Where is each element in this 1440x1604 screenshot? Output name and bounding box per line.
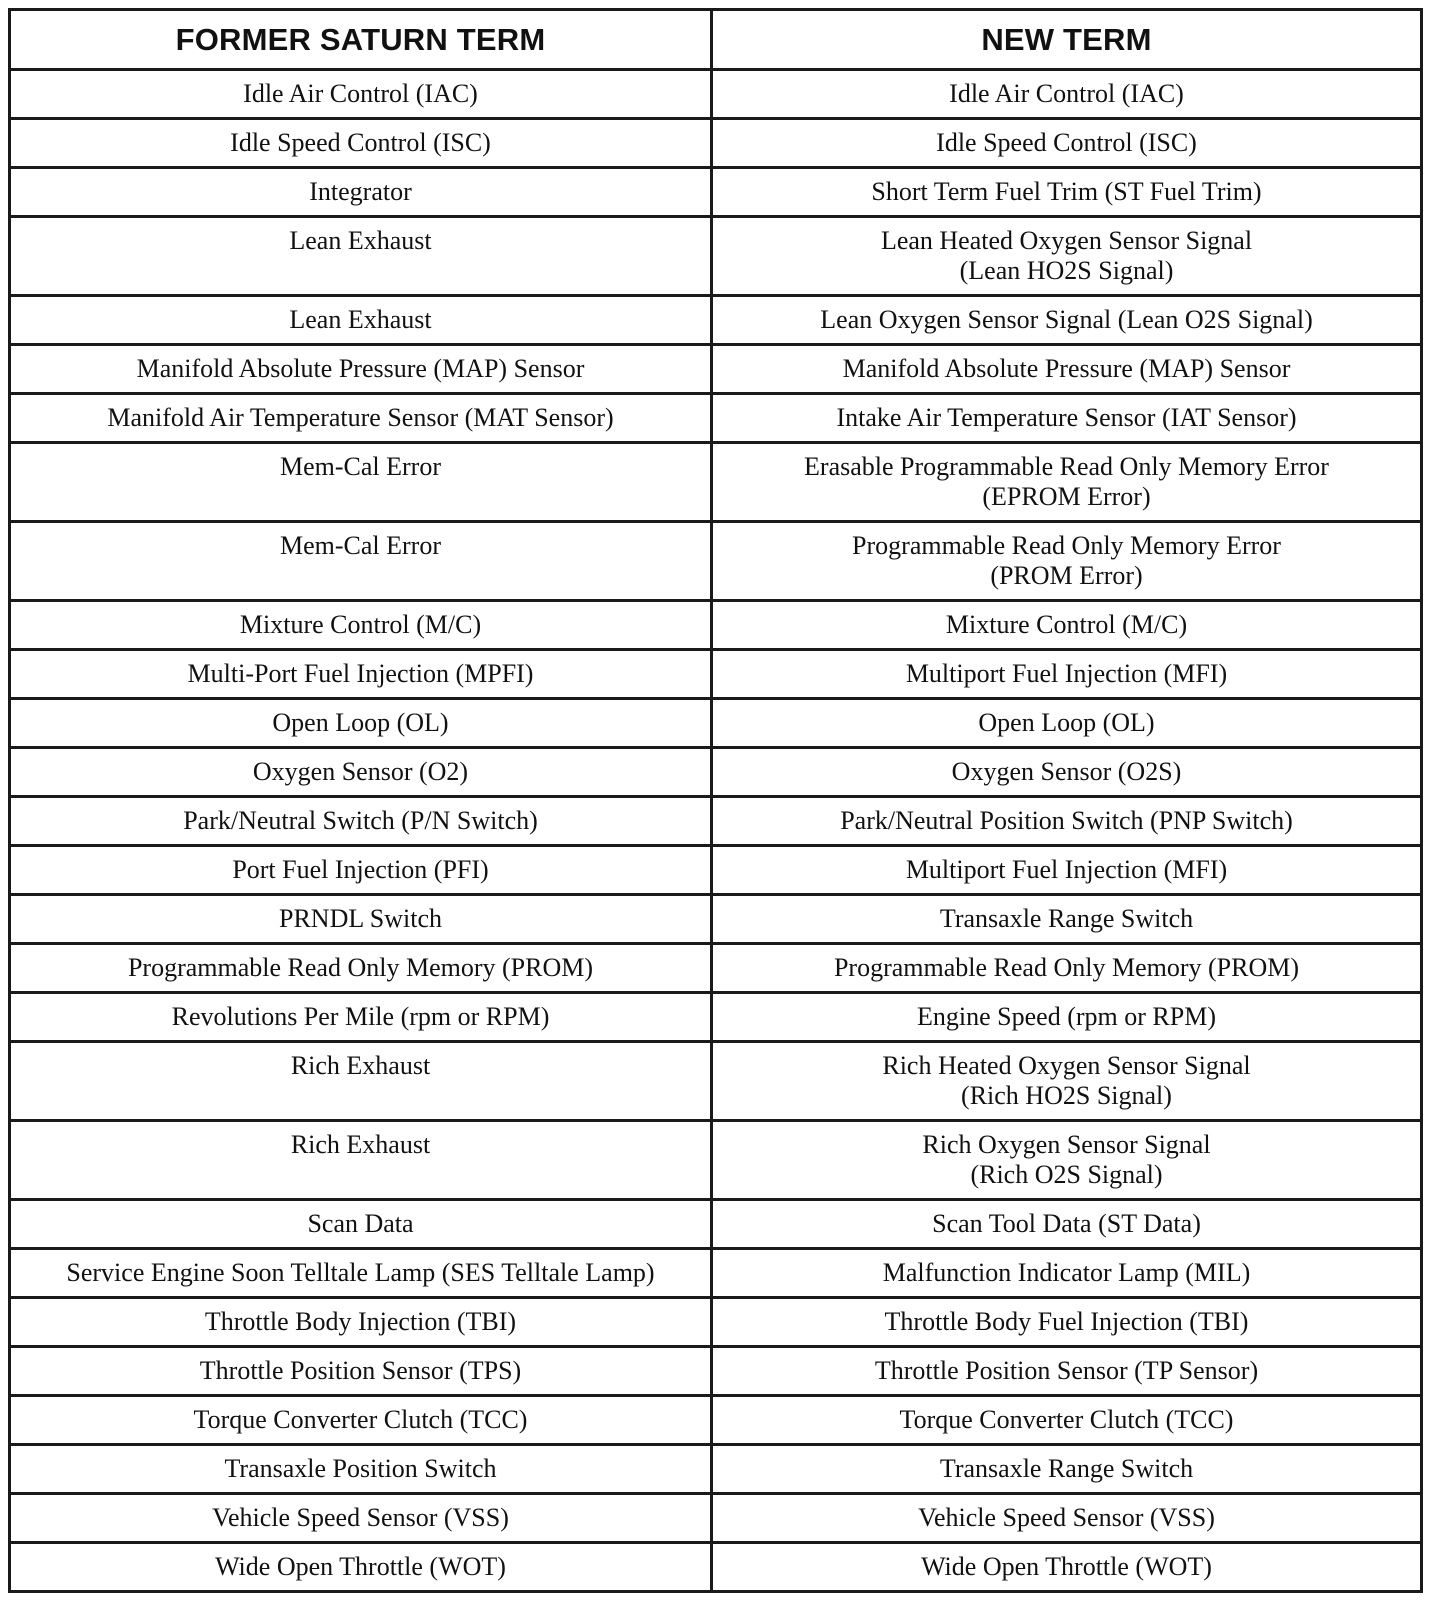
- table-row: [10, 1121, 1422, 1200]
- table-row: [10, 394, 1422, 443]
- new-term-cell: [712, 1042, 1422, 1121]
- new-term-text: Throttle Position Sensor (TP Sensor): [874, 1356, 1259, 1385]
- new-term-text: (Rich HO2S Signal): [961, 1081, 1172, 1110]
- new-term-cell: [712, 119, 1422, 168]
- new-term-text: Transaxle Range Switch: [939, 1454, 1194, 1483]
- table-row: [10, 296, 1422, 345]
- former-term-cell: [10, 650, 712, 699]
- new-term-text: Transaxle Range Switch: [939, 904, 1194, 933]
- former-term-cell: [10, 993, 712, 1042]
- former-term-text: Throttle Position Sensor (TPS): [199, 1356, 522, 1385]
- former-term-cell: [10, 1347, 712, 1396]
- new-term-text: Mixture Control (M/C): [945, 610, 1188, 639]
- table-row: [10, 522, 1422, 601]
- former-term-cell: [10, 394, 712, 443]
- table-row: [10, 119, 1422, 168]
- former-term-cell: [10, 699, 712, 748]
- new-term-cell: [712, 394, 1422, 443]
- new-term-text: Short Term Fuel Trim (ST Fuel Trim): [871, 177, 1262, 206]
- table-row: [10, 650, 1422, 699]
- new-term-cell: [712, 345, 1422, 394]
- new-term-text: Idle Air Control (IAC): [949, 79, 1184, 108]
- new-term-text: Programmable Read Only Memory (PROM): [833, 953, 1300, 982]
- table-row: [10, 1347, 1422, 1396]
- new-term-cell: [712, 1249, 1422, 1298]
- new-term-cell: [712, 522, 1422, 601]
- header-new-term: NEW TERM: [712, 10, 1422, 70]
- new-term-cell: [712, 217, 1422, 296]
- new-term-text: Manifold Absolute Pressure (MAP) Sensor: [842, 354, 1291, 383]
- new-term-text: Park/Neutral Position Switch (PNP Switch): [840, 806, 1293, 835]
- new-term-text: Lean Oxygen Sensor Signal (Lean O2S Signal): [820, 305, 1313, 334]
- new-term-text: Scan Tool Data (ST Data): [932, 1209, 1201, 1238]
- new-term-cell: [712, 443, 1422, 522]
- new-term-text: Torque Converter Clutch (TCC): [899, 1405, 1234, 1434]
- new-term-text: (PROM Error): [990, 561, 1143, 590]
- new-term-cell: [712, 993, 1422, 1042]
- former-term-cell: [10, 846, 712, 895]
- former-term-text: Multi-Port Fuel Injection (MPFI): [187, 659, 534, 688]
- new-term-text: Engine Speed (rpm or RPM): [917, 1002, 1216, 1031]
- former-term-text: Rich Exhaust: [290, 1130, 431, 1159]
- former-term-text: Mixture Control (M/C): [239, 610, 482, 639]
- new-term-cell: [712, 1396, 1422, 1445]
- former-term-text: Throttle Body Injection (TBI): [204, 1307, 517, 1336]
- new-term-cell: [712, 1121, 1422, 1200]
- new-term-text: Lean Heated Oxygen Sensor Signal: [880, 226, 1253, 255]
- table-row: [10, 1249, 1422, 1298]
- former-term-cell: [10, 522, 712, 601]
- table-row: [10, 895, 1422, 944]
- former-term-text: Oxygen Sensor (O2): [252, 757, 469, 786]
- new-term-cell: [712, 1445, 1422, 1494]
- former-term-cell: [10, 1200, 712, 1249]
- new-term-cell: [712, 797, 1422, 846]
- former-term-text: Idle Speed Control (ISC): [230, 128, 491, 157]
- former-term-text: Park/Neutral Switch (P/N Switch): [183, 806, 538, 835]
- former-term-text: Mem-Cal Error: [279, 452, 441, 481]
- new-term-text: Programmable Read Only Memory Error: [852, 531, 1281, 560]
- new-term-text: Rich Oxygen Sensor Signal: [922, 1130, 1211, 1159]
- former-term-cell: [10, 1298, 712, 1347]
- former-term-text: Manifold Absolute Pressure (MAP) Sensor: [136, 354, 585, 383]
- former-term-text: Idle Air Control (IAC): [243, 79, 478, 108]
- new-term-text: Malfunction Indicator Lamp (MIL): [882, 1258, 1251, 1287]
- new-term-text: (EPROM Error): [982, 482, 1151, 511]
- new-term-cell: [712, 650, 1422, 699]
- new-term-cell: [712, 1494, 1422, 1543]
- new-term-cell: [712, 895, 1422, 944]
- former-term-text: Transaxle Position Switch: [224, 1454, 497, 1483]
- new-term-cell: [712, 70, 1422, 119]
- former-term-text: Torque Converter Clutch (TCC): [193, 1405, 528, 1434]
- former-term-cell: [10, 296, 712, 345]
- new-term-text: (Rich O2S Signal): [970, 1160, 1163, 1189]
- table-row: [10, 1396, 1422, 1445]
- former-term-text: Service Engine Soon Telltale Lamp (SES Telltale Lamp): [66, 1258, 655, 1287]
- former-term-text: Manifold Air Temperature Sensor (MAT Sensor): [107, 403, 614, 432]
- former-term-cell: [10, 1042, 712, 1121]
- former-term-text: Port Fuel Injection (PFI): [232, 855, 489, 884]
- former-term-cell: [10, 119, 712, 168]
- new-term-text: Rich Heated Oxygen Sensor Signal: [882, 1051, 1251, 1080]
- table-row: [10, 1494, 1422, 1543]
- header-row: [10, 10, 1422, 70]
- former-term-cell: [10, 1249, 712, 1298]
- new-term-text: Erasable Programmable Read Only Memory Error: [804, 452, 1329, 481]
- former-term-cell: [10, 1494, 712, 1543]
- table-row: [10, 601, 1422, 650]
- former-term-text: Revolutions Per Mile (rpm or RPM): [171, 1002, 550, 1031]
- former-term-cell: [10, 601, 712, 650]
- former-term-text: Rich Exhaust: [290, 1051, 431, 1080]
- former-term-text: Lean Exhaust: [289, 305, 432, 334]
- new-term-text: Multiport Fuel Injection (MFI): [905, 855, 1228, 884]
- former-term-text: PRNDL Switch: [279, 904, 442, 933]
- new-term-text: Oxygen Sensor (O2S): [951, 757, 1182, 786]
- new-term-cell: [712, 1347, 1422, 1396]
- table-row: [10, 944, 1422, 993]
- new-term-cell: [712, 1200, 1422, 1249]
- new-term-cell: [712, 601, 1422, 650]
- former-term-cell: [10, 748, 712, 797]
- former-term-cell: [10, 70, 712, 119]
- new-term-cell: [712, 296, 1422, 345]
- new-term-cell: [712, 846, 1422, 895]
- table-row: [10, 748, 1422, 797]
- former-term-cell: [10, 895, 712, 944]
- new-term-text: Vehicle Speed Sensor (VSS): [918, 1503, 1215, 1532]
- table-row: [10, 1042, 1422, 1121]
- former-term-cell: [10, 1396, 712, 1445]
- former-term-cell: [10, 944, 712, 993]
- new-term-text: Multiport Fuel Injection (MFI): [905, 659, 1228, 688]
- table-body: [10, 70, 1422, 1592]
- former-term-text: Scan Data: [307, 1209, 414, 1238]
- table-row: [10, 846, 1422, 895]
- table-row: [10, 168, 1422, 217]
- table-row: [10, 345, 1422, 394]
- new-term-cell: [712, 944, 1422, 993]
- new-term-text: (Lean HO2S Signal): [959, 256, 1174, 285]
- new-term-text: Throttle Body Fuel Injection (TBI): [884, 1307, 1249, 1336]
- new-term-text: Open Loop (OL): [978, 708, 1155, 737]
- table-row: [10, 993, 1422, 1042]
- new-term-cell: [712, 1298, 1422, 1347]
- new-term-text: Intake Air Temperature Sensor (IAT Sensor): [836, 403, 1297, 432]
- former-term-cell: [10, 1121, 712, 1200]
- table-row: [10, 1298, 1422, 1347]
- table-row: [10, 1543, 1422, 1592]
- new-term-cell: [712, 1543, 1422, 1592]
- former-term-text: Wide Open Throttle (WOT): [215, 1552, 506, 1581]
- former-term-cell: [10, 345, 712, 394]
- table-row: [10, 443, 1422, 522]
- former-term-cell: [10, 1445, 712, 1494]
- former-term-text: Mem-Cal Error: [279, 531, 441, 560]
- table-row: [10, 1200, 1422, 1249]
- former-term-text: Lean Exhaust: [289, 226, 432, 255]
- table-row: [10, 217, 1422, 296]
- new-term-text: Idle Speed Control (ISC): [936, 128, 1197, 157]
- former-term-cell: [10, 217, 712, 296]
- former-term-cell: [10, 443, 712, 522]
- table-row: [10, 699, 1422, 748]
- new-term-cell: [712, 748, 1422, 797]
- former-term-cell: [10, 168, 712, 217]
- former-term-cell: [10, 1543, 712, 1592]
- terminology-table: [8, 8, 1423, 1593]
- table-row: [10, 70, 1422, 119]
- former-term-text: Programmable Read Only Memory (PROM): [127, 953, 594, 982]
- table-header: [10, 10, 1422, 70]
- header-former-term: FORMER SATURN TERM: [10, 10, 712, 70]
- new-term-cell: [712, 168, 1422, 217]
- new-term-text: Wide Open Throttle (WOT): [921, 1552, 1212, 1581]
- former-term-text: Integrator: [309, 177, 412, 206]
- table-row: [10, 797, 1422, 846]
- table-row: [10, 1445, 1422, 1494]
- new-term-cell: [712, 699, 1422, 748]
- former-term-text: Vehicle Speed Sensor (VSS): [212, 1503, 509, 1532]
- former-term-text: Open Loop (OL): [272, 708, 449, 737]
- former-term-cell: [10, 797, 712, 846]
